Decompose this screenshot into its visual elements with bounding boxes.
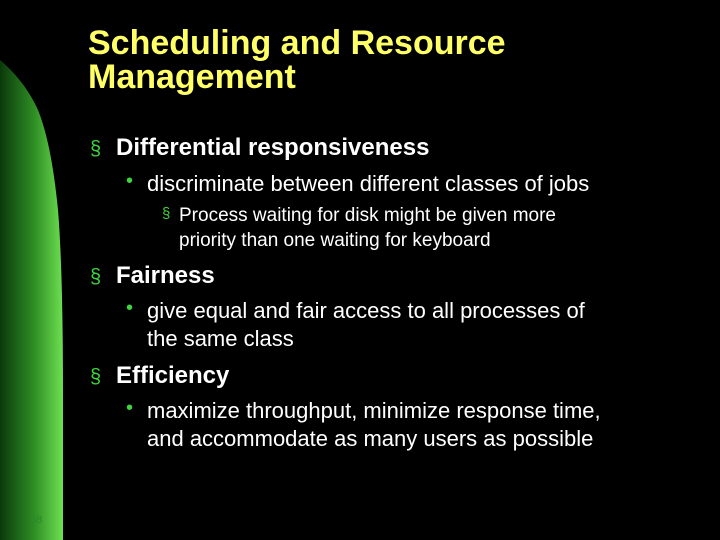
- bullet-fairness: Fairness: [116, 262, 215, 289]
- title-line-1: Scheduling and Resource: [88, 24, 506, 62]
- sub-bullet-discriminate: discriminate between different classes of jobs: [147, 171, 590, 196]
- sub-sub-bullet-disk-line-1: Process waiting for disk might be given more: [179, 205, 556, 226]
- sub-sub-bullet-disk-line-2: priority than one waiting for keyboard: [179, 230, 491, 251]
- sub-bullet-marker: •: [126, 397, 134, 419]
- title-line-2: Management: [88, 58, 296, 96]
- bullet-marker: §: [90, 366, 102, 388]
- bullet-marker: §: [90, 138, 102, 160]
- bullet-marker: §: [90, 266, 102, 288]
- bullet-differential-responsiveness: Differential responsiveness: [116, 134, 430, 161]
- sub-bullet-efficiency-line-2: and accommodate as many users as possible: [147, 426, 594, 451]
- page-number: 38: [30, 514, 43, 526]
- sub-bullet-marker: •: [126, 170, 134, 192]
- sub-bullet-marker: •: [126, 297, 134, 319]
- sub-bullet-fairness-line-1: give equal and fair access to all processes of: [147, 298, 585, 323]
- sub-sub-bullet-marker: §: [162, 205, 171, 222]
- bullet-efficiency: Efficiency: [116, 362, 230, 389]
- sub-bullet-efficiency-line-1: maximize throughput, minimize response time,: [147, 398, 601, 423]
- sub-bullet-fairness-line-2: the same class: [147, 326, 294, 351]
